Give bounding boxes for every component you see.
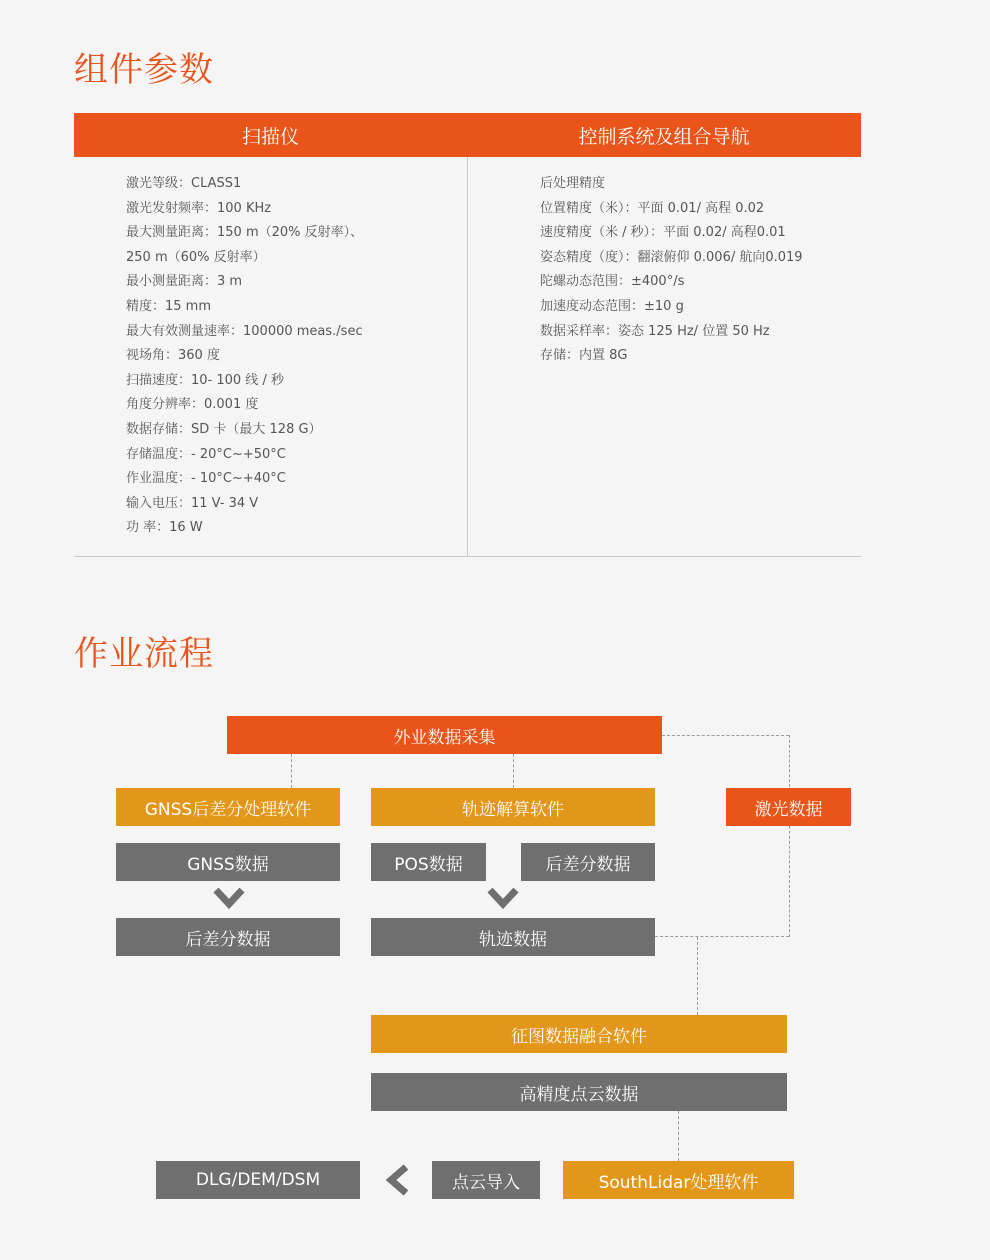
southlidar-software-box: SouthLidar处理软件 (563, 1161, 794, 1199)
spec-item: 陀螺动态范围：±400°/s (540, 274, 685, 290)
spec-item: 速度精度（米 / 秒）：平面 0.02/ 高程0.01 (540, 225, 786, 241)
connector-line (789, 826, 790, 937)
spec-item: 扫描速度：10- 100 线 / 秒 (126, 372, 284, 388)
scanner-header: 扫描仪 (74, 113, 467, 157)
spec-item: 视场角：360 度 (126, 348, 220, 364)
chevron-down-icon (213, 886, 245, 912)
connector-line (291, 754, 292, 788)
fusion-software-box: 征图数据融合软件 (371, 1015, 787, 1053)
control-spec-list (540, 172, 803, 369)
spec-item: 角度分辨率：0.001 度 (126, 397, 259, 413)
gnss-data-box: GNSS数据 (116, 843, 340, 881)
spec-item: 精度：15 mm (126, 298, 212, 314)
scanner-spec-list (126, 172, 363, 541)
diff-data-right-box: 后差分数据 (521, 843, 655, 881)
connector-line (662, 735, 789, 736)
spec-item: 最大有效测量速率：100000 meas./sec (126, 323, 363, 339)
column-divider (467, 157, 468, 557)
spec-item: 存储温度：- 20°C~+50°C (126, 446, 286, 462)
pos-data-box: POS数据 (371, 843, 486, 881)
spec-table (74, 113, 861, 557)
chevron-down-icon (487, 886, 519, 912)
connector-line (513, 754, 514, 788)
point-cloud-box: 高精度点云数据 (371, 1073, 787, 1111)
laser-data-box: 激光数据 (726, 788, 851, 826)
params-section-title: 组件参数 (74, 50, 214, 90)
connector-line (678, 1111, 679, 1161)
gnss-software-box: GNSS后差分处理软件 (116, 788, 340, 826)
spec-item: 作业温度：- 10°C~+40°C (126, 471, 286, 487)
spec-item: 姿态精度（度）：翻滚俯仰 0.006/ 航向0.019 (540, 249, 803, 265)
point-cloud-import-box: 点云导入 (432, 1161, 540, 1199)
control-system-header: 控制系统及组合导航 (467, 113, 861, 157)
trajectory-software-box: 轨迹解算软件 (371, 788, 655, 826)
connector-line (789, 735, 790, 787)
chevron-left-icon (382, 1164, 412, 1196)
spec-item: 最大测量距离：150 m（20% 反射率）、 (126, 225, 364, 241)
spec-item: 数据存储：SD 卡（最大 128 G） (126, 421, 322, 437)
spec-item: 位置精度（米）：平面 0.01/ 高程 0.02 (540, 200, 765, 216)
spec-item: 加速度动态范围：±10 g (540, 298, 684, 314)
spec-item: 最小测量距离：3 m (126, 274, 243, 290)
products-box: DLG/DEM/DSM (156, 1161, 360, 1199)
spec-item: 激光发射频率：100 KHz (126, 200, 272, 216)
workflow-section-title: 作业流程 (74, 634, 214, 674)
spec-item: 后处理精度 (540, 176, 606, 191)
spec-item: 数据采样率：姿态 125 Hz/ 位置 50 Hz (540, 323, 770, 339)
connector-line (697, 937, 698, 1015)
spec-item: 250 m（60% 反射率） (126, 249, 266, 265)
spec-item: 存储：内置 8G (540, 348, 628, 364)
spec-item: 功 率：16 W (126, 520, 203, 536)
spec-item: 激光等级：CLASS1 (126, 176, 242, 191)
diff-data-left-box: 后差分数据 (116, 918, 340, 956)
table-bottom-border (74, 556, 861, 557)
field-collection-box: 外业数据采集 (227, 716, 662, 754)
trajectory-data-box: 轨迹数据 (371, 918, 655, 956)
spec-item: 输入电压：11 V- 34 V (126, 495, 259, 511)
connector-line (655, 936, 789, 937)
